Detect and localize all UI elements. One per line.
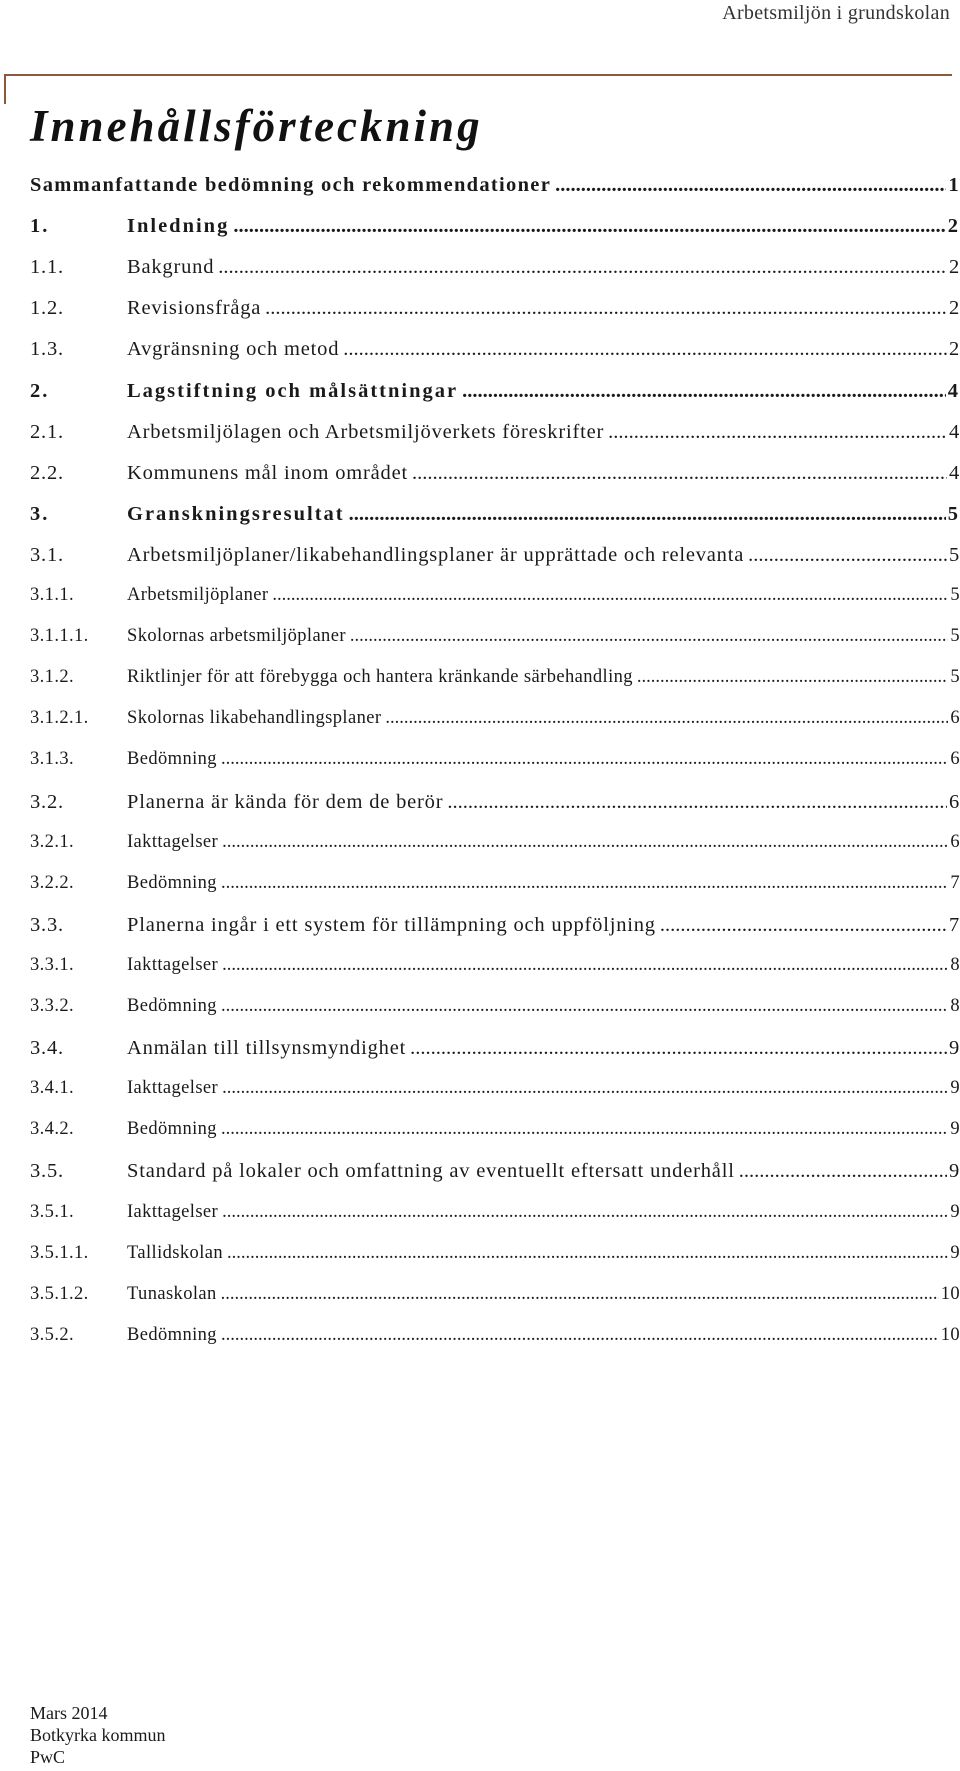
toc-entry[interactable] — [30, 749, 960, 785]
toc-entry-number: 1. — [30, 215, 50, 238]
toc-dot-leader — [608, 421, 947, 444]
toc-entry-page-number: 9 — [950, 1201, 960, 1222]
toc-entry-number: 1.2. — [30, 297, 64, 320]
toc-entry-number: 3.2.1. — [30, 831, 75, 852]
toc-entry[interactable] — [30, 626, 960, 662]
toc-dot-leader — [350, 626, 948, 647]
toc-entry-page-number: 8 — [950, 954, 960, 975]
toc-entry-page-number: 6 — [950, 749, 960, 770]
toc-entry-label: Kommunens mål inom området — [127, 461, 408, 484]
toc-dot-leader — [221, 1284, 939, 1305]
toc-entry-label: Bakgrund — [127, 256, 215, 279]
toc-entry[interactable] — [30, 1160, 960, 1196]
toc-entry-label: Bedömning — [127, 996, 217, 1016]
toc-entry-label: Skolornas arbetsmiljöplaner — [127, 626, 346, 647]
toc-entry-label: Arbetsmiljöplaner/likabehandlingsplaner är upprättade och relevanta — [127, 543, 745, 566]
toc-dot-leader — [233, 215, 945, 238]
toc-entry-label: Anmälan till tillsynsmyndighet — [127, 1037, 407, 1060]
toc-entry-page-number: 6 — [950, 831, 960, 852]
toc-entry-label: Tunaskolan — [127, 1283, 217, 1304]
toc-entry-number: 3.2. — [30, 790, 64, 813]
toc-entry-label: Inledning — [127, 215, 230, 238]
toc-dot-leader — [385, 708, 948, 729]
toc-entry-page-number: 4 — [947, 379, 960, 402]
toc-entry[interactable] — [30, 256, 960, 292]
toc-dot-leader — [660, 914, 947, 937]
toc-dot-leader — [221, 1119, 948, 1140]
toc-entry-number: 3.5.1.1. — [30, 1242, 89, 1263]
toc-entry-page-number: 5 — [950, 585, 960, 605]
toc-entry-number: 3.1.2.1. — [30, 708, 89, 729]
toc-entry-number: 1.1. — [30, 256, 64, 279]
toc-dot-leader — [739, 1160, 947, 1183]
toc-entry-label: Iakttagelser — [127, 954, 219, 975]
toc-entry[interactable] — [30, 380, 960, 416]
toc-entry[interactable] — [30, 503, 960, 539]
toc-entry-page-number: 4 — [948, 420, 960, 443]
footer-organization: Botkyrka kommun — [30, 1725, 166, 1745]
toc-entry-page-number: 9 — [950, 1242, 960, 1263]
toc-entry-page-number: 2 — [948, 256, 960, 279]
toc-dot-leader — [218, 256, 947, 279]
toc-entry-page-number: 6 — [950, 708, 960, 729]
toc-dot-leader — [222, 832, 948, 853]
toc-entry[interactable] — [30, 585, 960, 621]
toc-entry[interactable] — [30, 1284, 960, 1320]
toc-dot-leader — [447, 791, 947, 814]
toc-entry-number: 3.1. — [30, 543, 64, 566]
toc-entry-label: Revisionsfråga — [127, 297, 262, 320]
toc-dot-leader — [555, 174, 946, 197]
toc-entry-label: Bedömning — [127, 1119, 217, 1140]
toc-entry-page-number: 8 — [950, 996, 960, 1016]
toc-entry-label: Arbetsmiljöplaner — [127, 585, 269, 605]
toc-entry-page-number: 7 — [948, 913, 960, 936]
toc-dot-leader — [222, 1078, 948, 1099]
toc-entry-page-number: 5 — [948, 543, 960, 566]
toc-entry-label: Iakttagelser — [127, 831, 219, 852]
toc-entry[interactable] — [30, 338, 960, 374]
toc-entry[interactable] — [30, 791, 960, 827]
toc-entry-number: 3.4.1. — [30, 1078, 75, 1099]
toc-entry-number: 3.1.3. — [30, 749, 75, 770]
toc-dot-leader — [412, 462, 947, 485]
toc-entry[interactable] — [30, 1037, 960, 1073]
footer-date: Mars 2014 — [30, 1703, 108, 1723]
toc-entry-label: Bedömning — [127, 749, 217, 770]
toc-entry-label: Standard på lokaler och omfattning av eventuellt eftersatt underhåll — [127, 1160, 735, 1183]
toc-entry[interactable] — [30, 708, 960, 744]
toc-entry[interactable] — [30, 996, 960, 1032]
toc-entry-number: 3.5.2. — [30, 1324, 75, 1345]
page-footer — [30, 1702, 166, 1768]
running-header: Arbetsmiljön i grundskolan — [722, 2, 950, 24]
toc-entry-label: Skolornas likabehandlingsplaner — [127, 708, 382, 729]
toc-entry-number: 3.4.2. — [30, 1119, 75, 1140]
toc-entry-number: 1.3. — [30, 338, 64, 361]
toc-entry-number: 3.2.2. — [30, 872, 75, 893]
toc-entry-page-number: 9 — [948, 1160, 960, 1183]
header-rule — [4, 74, 952, 76]
toc-entry-page-number: 5 — [950, 667, 960, 688]
toc-dot-leader — [221, 749, 948, 770]
toc-entry-page-number: 2 — [947, 215, 960, 238]
toc-dot-leader — [748, 544, 947, 567]
toc-entry-number: 3.1.1. — [30, 585, 75, 605]
toc-entry-label: Planerna ingår i ett system för tillämpning och uppföljning — [127, 913, 656, 936]
toc-entry[interactable] — [30, 914, 960, 950]
toc-dot-leader — [637, 667, 948, 688]
toc-entry[interactable] — [30, 174, 960, 210]
toc-dot-leader — [462, 380, 946, 403]
toc-entry-label: Sammanfattande bedömning och rekommendationer — [30, 174, 552, 196]
toc-entry-number: 3.3. — [30, 913, 64, 936]
toc-entry-page-number: 4 — [948, 461, 960, 484]
toc-entry-page-number: 10 — [940, 1283, 960, 1304]
toc-entry-label: Iakttagelser — [127, 1078, 219, 1099]
toc-entry-page-number: 7 — [950, 872, 960, 893]
toc-entry-label: Lagstiftning och målsättningar — [127, 379, 459, 402]
toc-title: Innehållsförteckning — [30, 101, 483, 151]
toc-entry-page-number: 9 — [948, 1037, 960, 1060]
toc-dot-leader — [265, 297, 947, 320]
toc-dot-leader — [343, 338, 947, 361]
toc-dot-leader — [272, 585, 948, 606]
toc-dot-leader — [221, 996, 948, 1017]
toc-dot-leader — [410, 1037, 947, 1060]
toc-entry-label: Tallidskolan — [127, 1242, 223, 1263]
toc-entry-page-number: 2 — [948, 297, 960, 320]
toc-entry[interactable] — [30, 955, 960, 991]
toc-entry-label: Avgränsning och metod — [127, 338, 340, 361]
toc-entry-label: Planerna är kända för dem de berör — [127, 790, 444, 813]
toc-entry-page-number: 5 — [950, 626, 960, 647]
toc-entry[interactable] — [30, 667, 960, 703]
toc-entry[interactable] — [30, 421, 960, 457]
toc-entry[interactable] — [30, 462, 960, 498]
toc-entry[interactable] — [30, 215, 960, 251]
toc-entry-page-number: 5 — [947, 502, 960, 525]
toc-entry-page-number: 1 — [948, 174, 960, 196]
toc-entry-number: 3.3.2. — [30, 996, 75, 1016]
toc-entry-number: 3.4. — [30, 1037, 64, 1060]
toc-entry-number: 3.5.1.2. — [30, 1283, 89, 1304]
toc-entry-label: Arbetsmiljölagen och Arbetsmiljöverkets föreskrifter — [127, 420, 605, 443]
toc-entry-label: Iakttagelser — [127, 1201, 219, 1222]
toc-entry[interactable] — [30, 544, 960, 580]
toc-entry-number: 2. — [30, 379, 50, 402]
toc-entry-label: Bedömning — [127, 872, 217, 893]
toc-entry[interactable] — [30, 832, 960, 868]
toc-entry[interactable] — [30, 1325, 960, 1361]
toc-entry-label: Bedömning — [127, 1324, 217, 1345]
toc-entry-number: 3.5. — [30, 1160, 64, 1183]
header-rule-corner — [4, 74, 6, 104]
toc-entry-number: 2.1. — [30, 420, 64, 443]
toc-entry[interactable] — [30, 1119, 960, 1155]
toc-entry-page-number: 6 — [948, 790, 960, 813]
toc-entry-number: 3.1.2. — [30, 667, 75, 688]
toc-dot-leader — [222, 955, 948, 976]
toc-entry-number: 3.5.1. — [30, 1201, 75, 1222]
toc-entry-number: 2.2. — [30, 461, 64, 484]
toc-entry[interactable] — [30, 1243, 960, 1279]
toc-entry[interactable] — [30, 1078, 960, 1114]
toc-entry[interactable] — [30, 297, 960, 333]
toc-entry-page-number: 9 — [950, 1119, 960, 1140]
toc-entry-page-number: 2 — [948, 338, 960, 361]
toc-entry-label: Riktlinjer för att förebygga och hantera kränkande särbehandling — [127, 667, 633, 688]
toc-entry-page-number: 9 — [950, 1078, 960, 1099]
toc-entry[interactable] — [30, 1202, 960, 1238]
toc-dot-leader — [349, 503, 946, 526]
toc-entry-number: 3.3.1. — [30, 954, 75, 975]
toc-entry-number: 3.1.1.1. — [30, 626, 89, 647]
toc-entry-label: Granskningsresultat — [127, 502, 345, 525]
toc-entry-number: 3. — [30, 502, 50, 525]
toc-dot-leader — [227, 1243, 948, 1264]
footer-firm: PwC — [30, 1747, 66, 1767]
toc-dot-leader — [222, 1202, 948, 1223]
toc-dot-leader — [221, 873, 948, 894]
toc-entry[interactable] — [30, 873, 960, 909]
toc-dot-leader — [221, 1325, 939, 1346]
toc-entry-page-number: 10 — [940, 1324, 960, 1345]
